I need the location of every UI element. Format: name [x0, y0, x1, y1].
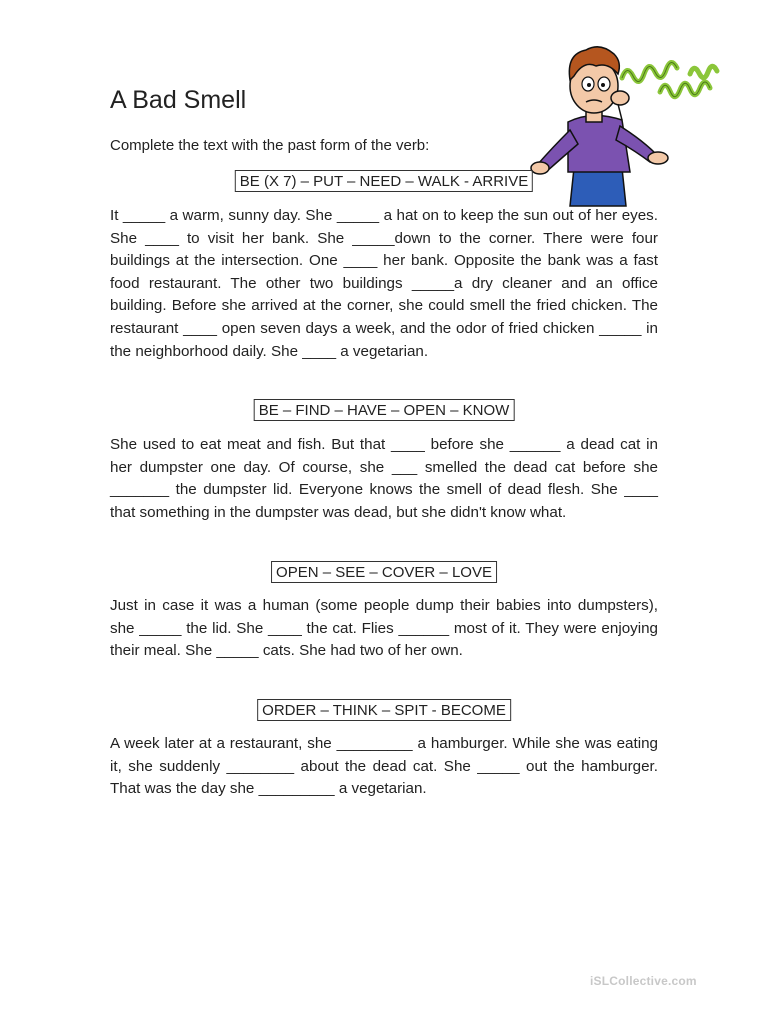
verb-box-4: ORDER – THINK – SPIT - BECOME [257, 699, 511, 721]
exercise-paragraph-3: Just in case it was a human (some people dump their babies into dumpsters), she _____ the lid. She ____ the cat. Flies ______ most of it. They were enjoying their meal. She _____ cats. She had two of her own. [110, 597, 658, 660]
page-title: A Bad Smell [110, 86, 247, 114]
verb-box-2: BE – FIND – HAVE – OPEN – KNOW [254, 399, 515, 421]
smelly-man-illustration [530, 40, 745, 210]
smell-lines-icon [622, 62, 717, 96]
exercise-paragraph-4: A week later at a restaurant, she _________ a hamburger. While she was eating it, she suddenly ________ about the dead cat. She _____ out the hamburger. That was the day she _________ a vegetarian. [110, 735, 658, 798]
exercise-paragraph-2: She used to eat meat and fish. But that ____ before she ______ a dead cat in her dumpster one day. Of course, she ___ smelled the dead cat before she _______ the dumpster lid. Everyone knows the smell of dead flesh. She ____ that something in the dumpster was dead, but she didn't know what. [110, 436, 658, 521]
instruction-text: Complete the text with the past form of the verb: [110, 137, 430, 154]
verb-box-3: OPEN – SEE – COVER – LOVE [271, 561, 497, 583]
exercise-paragraph-1: It _____ a warm, sunny day. She _____ a hat on to keep the sun out of her eyes. She ____ to visit her bank. She _____down to the corner. There were four buildings at the intersection. One ____ her bank. Opposite the bank was a fast food restaurant. The other two buildings _____a dry cleaner and an office building. Before she arrived at the corner, she could smell the fried chicken. The restaurant ____ open seven days a week, and the odor of fried chicken _____ in the neighborhood daily. She ____ a vegetarian. [110, 207, 658, 360]
verb-box-1: BE (X 7) – PUT – NEED – WALK - ARRIVE [235, 170, 533, 192]
islcollective-watermark: iSLCollective.com [590, 974, 697, 988]
